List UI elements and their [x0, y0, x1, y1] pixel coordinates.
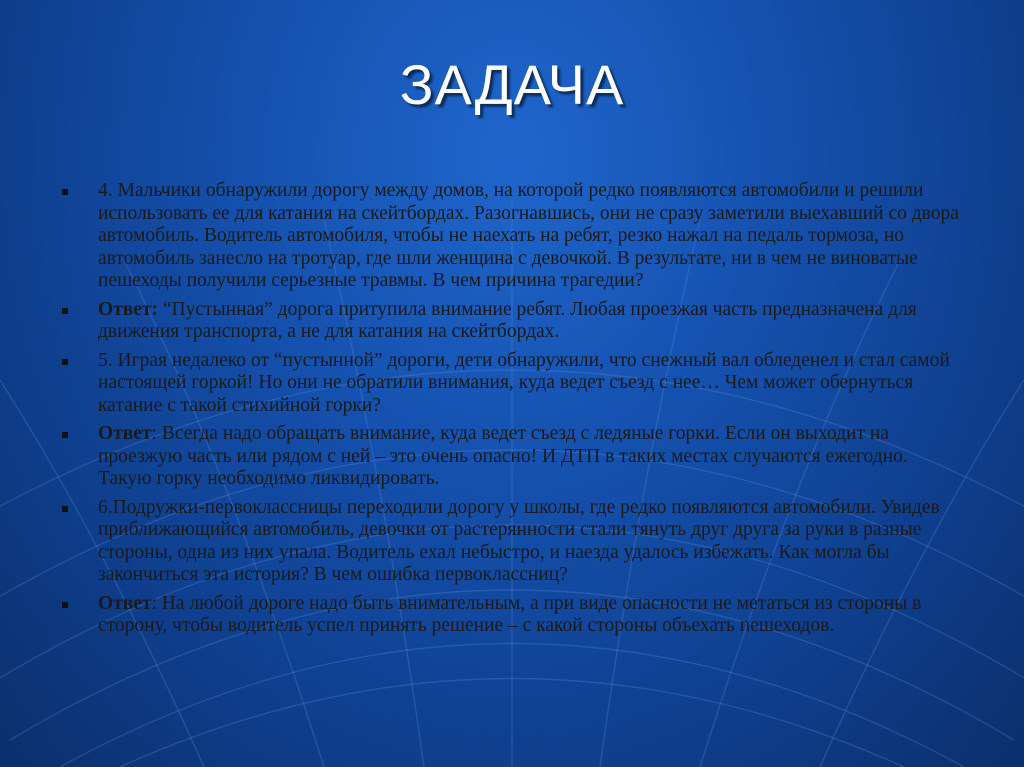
- square-bullet-icon: [62, 189, 68, 195]
- item-text: 6.Подружки-первоклассницы переходили дорогу у школы, где редко появляются автомобили. Увидев приближающийся автомобиль, девочки от растерянности стали тянуть друг друга за руки в разные стороны, одна из них упала. Водитель ехал небыстро, и наезда удалось избежать. Как могла бы закончиться эта история? В чем ошибка первоклассниц?: [98, 496, 940, 585]
- item-text: : Всегда надо обращать внимание, куда ведет съезд с ледяные горки. Если он выходит на проезжую часть или рядом с ней – это очень опасно! И ДТП в таких местах случаются ежегодно. Такую горку необходимо ликвидировать.: [98, 423, 908, 489]
- square-bullet-icon: [62, 602, 68, 608]
- item-text: 4. Мальчики обнаружили дорогу между домов, на которой редко появляются автомобили и решили использовать ее для катания на скейтбордах. Разогнавшись, они не сразу заметили выехавший со двора автомобиль. Водитель автомобиля, чтобы не наехать на ребят, резко нажал на педаль тормоза, но автомобиль занесло на тротуар, где шли женщина с девочкой. В результате, ни в чем не виноватые пешеходы получили серьезные травмы. В чем причина трагедии?: [98, 180, 959, 291]
- list-item-answer-5: [60, 423, 965, 491]
- item-label: Ответ:: [98, 298, 159, 320]
- square-bullet-icon: [62, 359, 68, 365]
- square-bullet-icon: [62, 308, 68, 314]
- list-item-task-4: [60, 180, 965, 293]
- item-label: Ответ: [98, 592, 152, 614]
- list-item-task-5: [60, 350, 965, 418]
- item-label: Ответ: [98, 423, 152, 444]
- item-text: “Пустынная” дорога притупила внимание ребят. Любая проезжая часть предназначена для движения транспорта, а не для катания на скейтбордах.: [98, 298, 917, 342]
- list-item-answer-4: [60, 299, 965, 344]
- slide-title: ЗАДАЧА: [399, 53, 625, 116]
- list-item-task-6: [60, 497, 965, 587]
- task-list: [60, 180, 965, 644]
- item-text: : На любой дороге надо быть внимательным, а при виде опасности не метаться из стороны в сторону, чтобы водитель успел принять решение – с какой стороны объехать пешеходов.: [98, 592, 922, 636]
- list-item-answer-6: [60, 593, 965, 638]
- square-bullet-icon: [62, 506, 68, 512]
- item-text: 5. Играя недалеко от “пустынной” дороги, дети обнаружили, что снежный вал обледенел и стал самой настоящей горкой! Но они не обратили внимания, куда ведет съезд с нее… Чем может обернуться катание с такой стихийной горки?: [98, 349, 950, 416]
- square-bullet-icon: [62, 432, 68, 438]
